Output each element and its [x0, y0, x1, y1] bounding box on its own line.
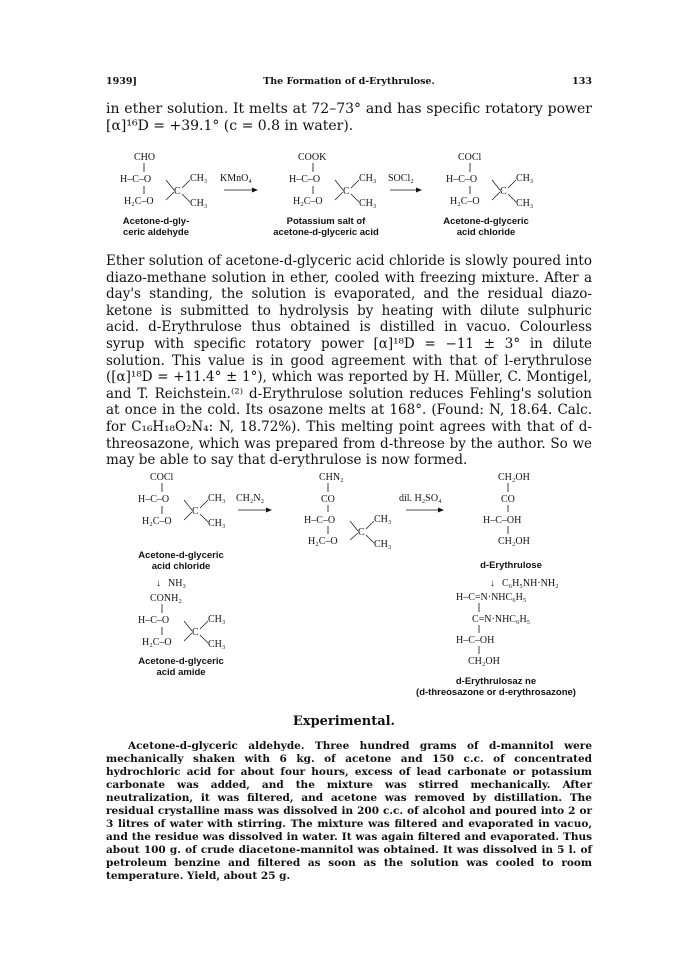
- caption-acid-chloride-2: Acetone-d-glyceric acid chloride: [138, 550, 224, 572]
- section-heading: Experimental.: [292, 714, 396, 729]
- reaction-scheme-1: [106, 150, 592, 250]
- scheme1-ch3-d: CH₃: [359, 198, 377, 209]
- reaction-scheme-2: [106, 470, 592, 705]
- scheme2-h2co-3: H₂C–O: [142, 637, 172, 648]
- scheme1-hco-2: H–C–O: [289, 174, 321, 185]
- scheme2-h2co-1: H₂C–O: [142, 516, 172, 527]
- scheme2-ch3-e: CH₃: [208, 614, 226, 625]
- scheme2-ch2oh-3: CH₂OH: [468, 656, 500, 667]
- scheme2-h2co-2: H₂C–O: [308, 536, 338, 547]
- scheme2-reagent-ch2n2: CH₂N₂: [236, 493, 265, 504]
- scheme2-reagent-phenylhydrazine: C₆H₅NH·NH₂: [502, 578, 559, 589]
- scheme2-hco-1: H–C–O: [138, 494, 170, 505]
- scheme2-c-2: C: [358, 527, 365, 538]
- caption-potassium-salt: Potassium salt of acetone-d-glyceric acid: [273, 216, 379, 238]
- down-arrow-icon: ↓: [156, 578, 161, 589]
- scheme2-c-3: C: [192, 627, 199, 638]
- down-arrow-icon: ↓: [490, 578, 495, 589]
- scheme1-cho: CHO: [134, 152, 156, 163]
- scheme2-conh2: CONH₂: [150, 593, 182, 604]
- scheme2-hco-2: H–C–O: [304, 515, 336, 526]
- scheme2-reagent-h2so4: dil. H₂SO₄: [399, 493, 442, 504]
- scheme2-ch2oh-1: CH₂OH: [498, 472, 530, 483]
- caption-aldehyde: Acetone-d-gly- ceric aldehyde: [122, 216, 190, 238]
- scheme1-c-1: C: [174, 186, 181, 197]
- scheme2-c-1: C: [192, 506, 199, 517]
- page-number: 133: [572, 76, 592, 87]
- scheme2-ch3-b: CH₃: [208, 518, 226, 529]
- scheme1-ch3-e: CH₃: [516, 173, 534, 184]
- scheme1-ch3-f: CH₃: [516, 198, 534, 209]
- scheme1-h2co-1: H₂C–O: [124, 196, 154, 207]
- scheme1-c-3: C: [500, 186, 507, 197]
- intro-paragraph: in ether solution. It melts at 72–73° and has specific rotatory power [α]¹⁶D = +39.1° (c = 0.8 in water).: [106, 101, 592, 134]
- scheme1-cocl: COCl: [458, 152, 482, 163]
- experimental-body: Three hundred grams of d-mannitol were mechanically shaken with 6 kg. of acetone and 150 c.c. of concentrated hydrochloric acid for about four hours, excess of lead carbonate or potassium carbonate was added, and the mixture was stirred mechanically. After neutralization, it was filtered, and acetone was removed by distillation. The residual crystalline mass was dissolved in 200 c.c. of alcohol and poured into 2 or 3 litres of water with stirring. The mixture was filtered and evaporated in vacuo, and the residue was dissolved in water. It was again filtered and evaporated. Thus about 100 g. of crude diacetone-mannitol was obtained. It was dissolved in 5 l. of petroleum benzine and filtered as soon as the solution was cooled to room temperature. Yield, about 25 g.: [106, 740, 593, 882]
- experimental-lead: Acetone-d-glyceric aldehyde.: [128, 740, 305, 752]
- scheme2-hcoh-2: H–C–OH: [456, 635, 495, 646]
- caption-acid-chloride: Acetone-d-glyceric acid chloride: [443, 216, 529, 238]
- scheme2-osazone-line-2: C=N·NHC₆H₅: [472, 614, 531, 625]
- scheme2-hco-3: H–C–O: [138, 615, 170, 626]
- scheme2-cocl: COCl: [150, 472, 174, 483]
- scheme1-ch3-b: CH₃: [190, 198, 208, 209]
- scheme1-cook: COOK: [298, 152, 327, 163]
- scheme2-ch3-a: CH₃: [208, 493, 226, 504]
- scheme2-ch2oh-2: CH₂OH: [498, 536, 530, 547]
- scheme2-ch3-d: CH₃: [374, 539, 392, 550]
- scheme1-hco-3: H–C–O: [446, 174, 478, 185]
- caption-amide: Acetone-d-glyceric acid amide: [138, 656, 224, 678]
- scheme2-hcoh-1: H–C–OH: [483, 515, 522, 526]
- scheme1-c-2: C: [343, 186, 350, 197]
- body-paragraph: Ether solution of acetone-d-glyceric acid chloride is slowly poured into diazo-methane solution in ether, cooled with freezing mixture. After a day's standing, the solution is evaporated, and the residual diazo-ketone is submitted to hydrolysis by heating with dilute sulphuric acid. d-Erythrulose thus obtained is distilled in vacuo. Colourless syrup with specific rotatory power [α]¹⁸D = −11 ± 3° in dilute solution. This value is in good agreement with that of l-erythrulose ([α]¹⁸D = +11.4° ± 1°), which was reported by H. Müller, C. Montigel, and T. Reichstein.⁽²⁾ d-Erythrulose solution reduces Fehling's solution at once in the cold. Its osazone melts at 168°. (Found: N, 18.64. Calc. for C₁₆H₁₈O₂N₄: N, 18.72%). This melting point agrees with that of d-threosazone, which was prepared from d-threose by the author. So we may be able to say that d-erythrulose is now formed.: [106, 253, 592, 469]
- scheme2-reagent-nh3: NH₃: [168, 578, 186, 589]
- scheme1-reagent-socl2: SOCl₂: [388, 173, 414, 184]
- scheme2-chn2: CHN₂: [319, 472, 344, 483]
- experimental-paragraph: [106, 740, 592, 883]
- scheme2-co-1: CO: [321, 494, 335, 505]
- scheme1-h2co-3: H₂C–O: [450, 196, 480, 207]
- scheme1-reagent-kmno4: KMnO₄: [220, 173, 252, 184]
- caption-erythrulose: d-Erythrulose: [480, 560, 542, 571]
- scheme2-ch3-c: CH₃: [374, 514, 392, 525]
- scheme2-osazone-line-1: H–C=N·NHC₆H₅: [456, 592, 527, 603]
- scheme1-h2co-2: H₂C–O: [293, 196, 323, 207]
- volume-year: 1939]: [106, 76, 137, 87]
- scheme1-ch3-c: CH₃: [359, 173, 377, 184]
- scheme1-hco-1: H–C–O: [120, 174, 152, 185]
- scheme2-ch3-f: CH₃: [208, 639, 226, 650]
- scheme1-ch3-a: CH₃: [190, 173, 208, 184]
- scheme2-co-2: CO: [501, 494, 515, 505]
- running-title: The Formation of d-Erythrulose.: [263, 76, 435, 87]
- caption-osazone: d-Erythrulosaz ne (d-threosazone or d-erythrosazone): [416, 676, 576, 698]
